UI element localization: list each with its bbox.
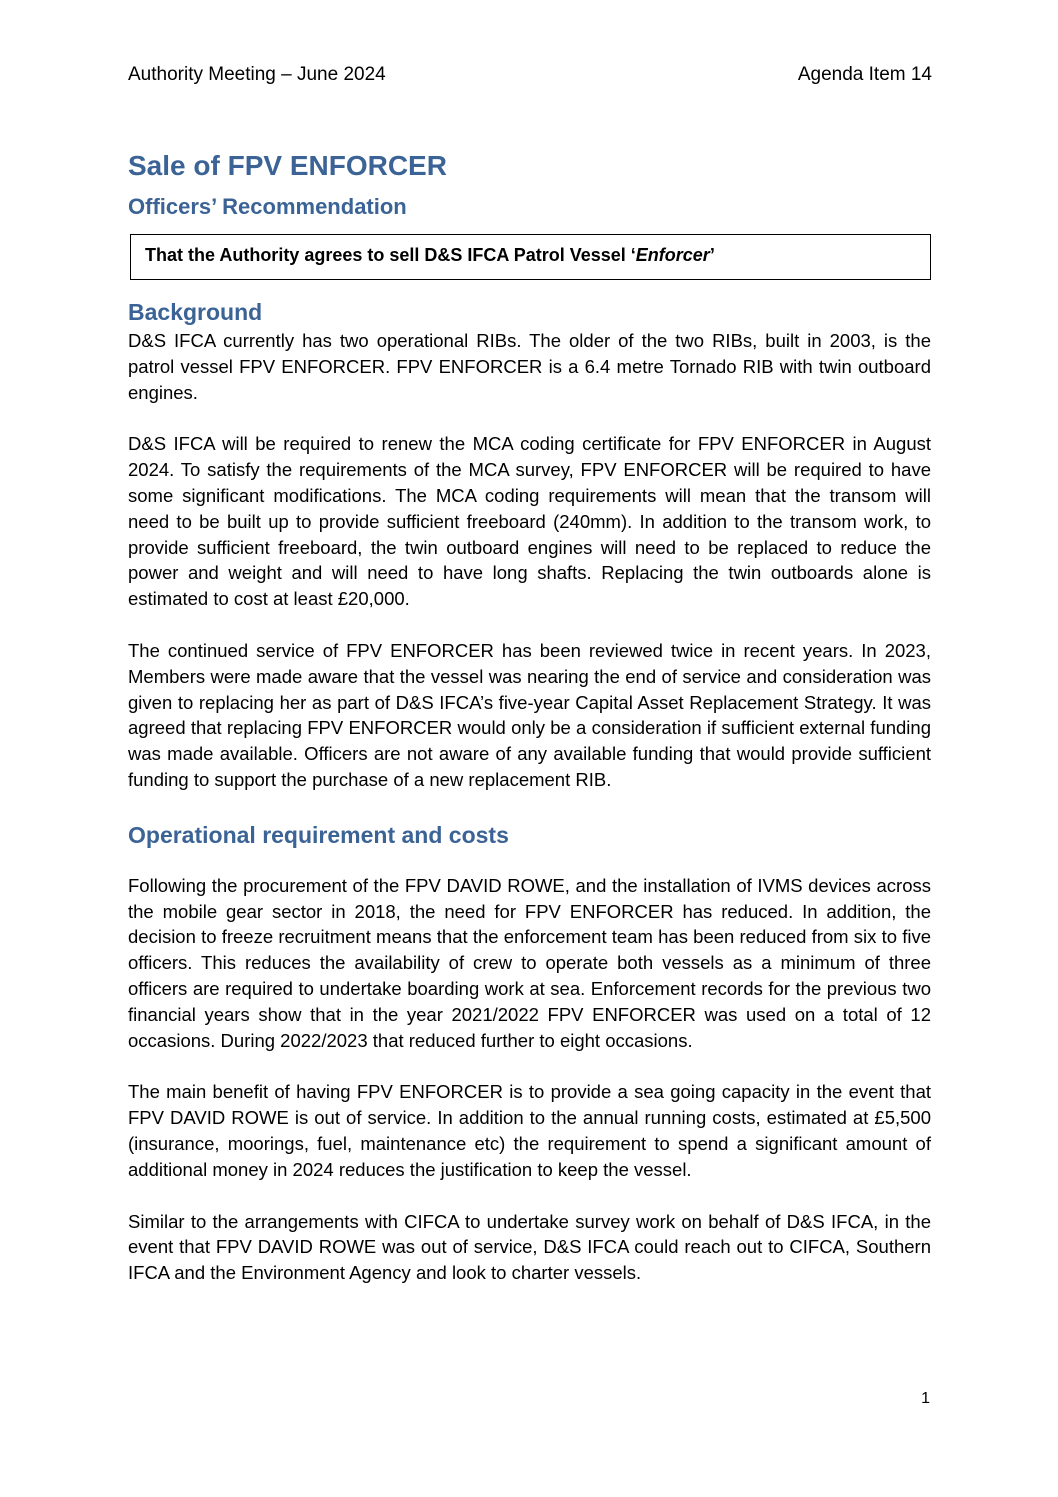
background-paragraph: The continued service of FPV ENFORCER has been reviewed twice in recent years. In 2023, Members were made aware that the vessel was nearing the end of service and consideration was given to replacing her as part of D&S IFCA’s five-year Capital Asset Replacement Strategy. It was agreed that replacing FPV ENFORCER would only be a consideration if sufficient external funding was made available. Officers are not aware of any available funding that would provide sufficient funding to support the purchase of a new replacement RIB. (128, 639, 931, 790)
header-meeting-label: Authority Meeting – June 2024 (128, 64, 386, 85)
background-paragraph: D&S IFCA currently has two operational RIBs. The older of the two RIBs, built in 2003, is the patrol vessel FPV ENFORCER. FPV ENFORCER is a 6.4 metre Tornado RIB with twin outboard engines. (128, 330, 931, 403)
page-number: 1 (921, 1390, 930, 1407)
operational-paragraph: Similar to the arrangements with CIFCA to undertake survey work on behalf of D&S IFCA, in the event that FPV DAVID ROWE was out of service, D&S IFCA could reach out to CIFCA, Southern IFCA and the Environment Agency and look to charter vessels. (128, 1210, 931, 1284)
page-title: Sale of FPV ENFORCER (128, 150, 447, 181)
operational-heading: Operational requirement and costs (128, 821, 509, 848)
recommendation-box (130, 234, 931, 280)
recommendation-heading: Officers’ Recommendation (128, 194, 407, 219)
recommendation-vessel-name: Enforcer (635, 245, 710, 265)
background-paragraph: D&S IFCA will be required to renew the MCA coding certificate for FPV ENFORCER in August 2024. To satisfy the requirements of the MCA survey, FPV ENFORCER will be required to have some significant modifications. The MCA coding requirements will mean that the transom will need to be built up to provide sufficient freeboard (240mm). In addition to the transom work, to provide sufficient freeboard, the twin outboard engines will need to be replaced to reduce the power and weight and will need to have long shafts. Replacing the twin outboards alone is estimated to cost at least £20,000. (128, 433, 931, 610)
recommendation-closing-quote: ’ (709, 245, 715, 265)
operational-paragraph: The main benefit of having FPV ENFORCER is to provide a sea going capacity in the event that FPV DAVID ROWE is out of service. In addition to the annual running costs, estimated at £5,500 (insurance, moorings, fuel, maintenance etc) the requirement to spend a significant amount of additional money in 2024 reduces the justification to keep the vessel. (128, 1081, 931, 1180)
background-heading: Background (128, 299, 263, 325)
document-body (128, 146, 931, 1312)
recommendation-text: That the Authority agrees to sell D&S IFCA Patrol Vessel ‘ (145, 245, 636, 265)
operational-paragraph: Following the procurement of the FPV DAVID ROWE, and the installation of IVMS devices across the mobile gear sector in 2018, the need for FPV ENFORCER has reduced. In addition, the decision to freeze recruitment means that the enforcement team has been reduced from six to five officers. This reduces the availability of crew to operate both vessels as a minimum of three officers are required to undertake boarding work at sea. Enforcement records for the previous two financial years show that in the year 2021/2022 FPV ENFORCER was used on a total of 12 occasions. During 2022/2023 that reduced further to eight occasions. (128, 874, 931, 1051)
header-agenda-item: Agenda Item 14 (797, 64, 932, 85)
